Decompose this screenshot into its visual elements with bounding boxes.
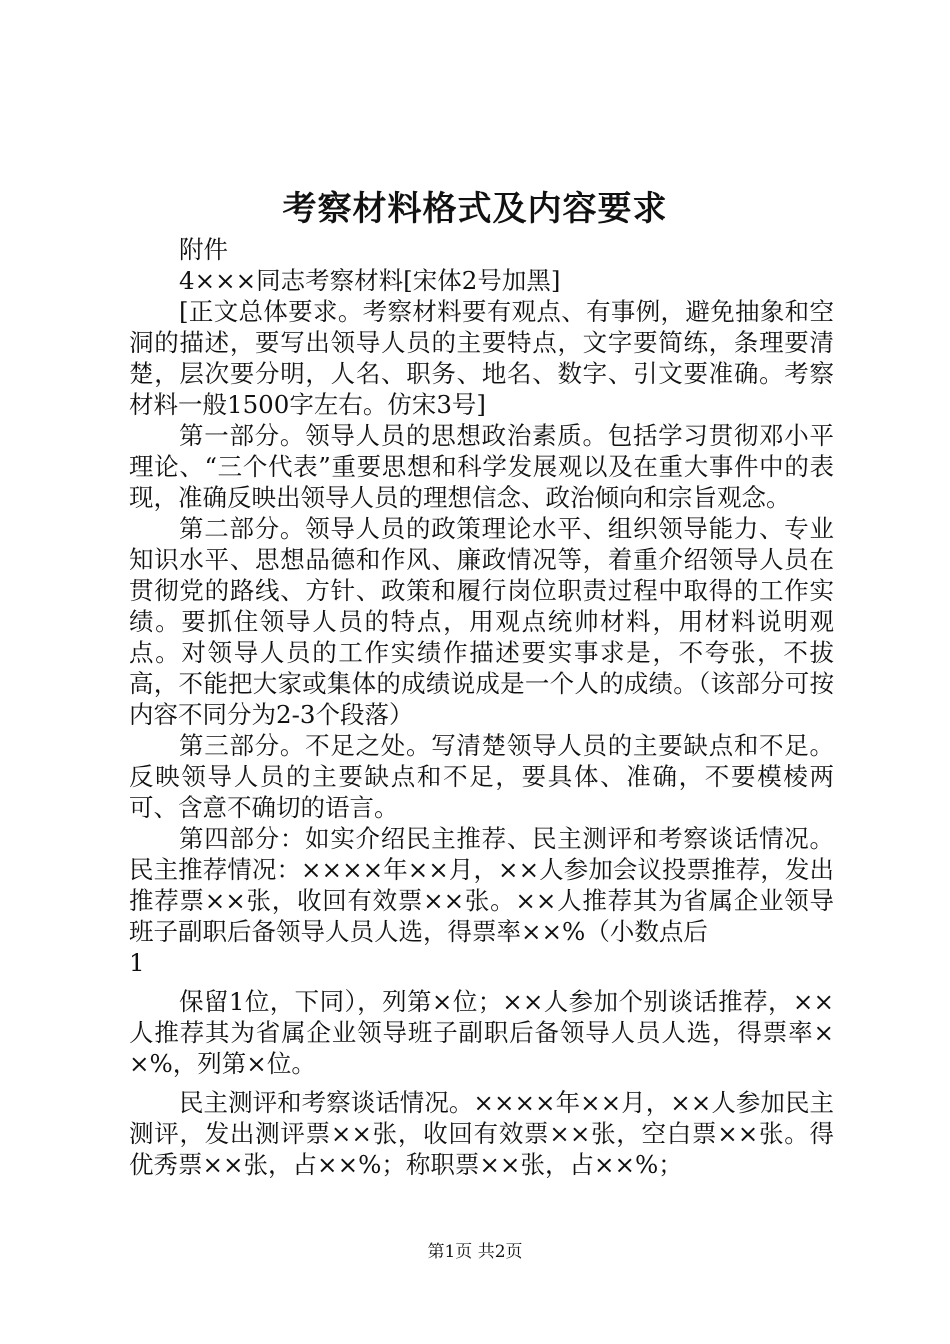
paragraph-evaluation: 民主测评和考察谈话情况。××××年××月，××人参加民主测评，发出测评票××张，收回有效票××张，空白票××张。得优秀票××张，占××%；称职票××张，占××%； (129, 1088, 834, 1179)
paragraph-part-one: 第一部分。领导人员的思想政治素质。包括学习贯彻邓小平理论、“三个代表”重要思想和科学发展观以及在重大事件中的表现，准确反映出领导人员的理想信念、政治倾向和宗旨观念。 (129, 421, 834, 512)
document-body (129, 234, 834, 1180)
page-break-marker: 1 (129, 948, 145, 977)
paragraph-general-requirements: [正文总体要求。考察材料要有观点、有事例，避免抽象和空洞的描述，要写出领导人员的主要特点，文字要简练，条理要清楚，层次要分明，人名、职务、地名、数字、引文要准确。考察材料一般1500字左右。仿宋3号] (129, 297, 834, 419)
paragraph-part-three: 第三部分。不足之处。写清楚领导人员的主要缺点和不足。反映领导人员的主要缺点和不足，要具体、准确，不要模棱两可、含意不确切的语言。 (129, 731, 834, 822)
paragraph-part-four-continued: 保留1位，下同），列第×位；××人参加个别谈话推荐，××人推荐其为省属企业领导班子副职后备领导人员人选，得票率××%，列第×位。 (129, 987, 834, 1078)
paragraph-material-heading: 4×××同志考察材料[宋体2号加黑] (179, 266, 561, 295)
document-title: 考察材料格式及内容要求 (282, 189, 668, 229)
paragraph-attachment: 附件 (179, 235, 228, 264)
paragraph-part-two: 第二部分。领导人员的政策理论水平、组织领导能力、专业知识水平、思想品德和作风、廉政情况等，着重介绍领导人员在贯彻党的路线、方针、政策和履行岗位职责过程中取得的工作实绩。要抓住领导人员的特点，用观点统帅材料，用材料说明观点。对领导人员的工作实绩作描述要实事求是，不夸张，不拔高，不能把大家或集体的成绩说成是一个人的成绩。（该部分可按内容不同分为2-3个段落） (129, 514, 834, 729)
paragraph-part-four: 第四部分：如实介绍民主推荐、民主测评和考察谈话情况。民主推荐情况：××××年××月，××人参加会议投票推荐，发出推荐票××张，收回有效票××张。××人推荐其为省属企业领导班子副职后备领导人员人选，得票率××%（小数点后 (129, 824, 834, 946)
page-footer: 第1页 共2页 (427, 1242, 523, 1262)
